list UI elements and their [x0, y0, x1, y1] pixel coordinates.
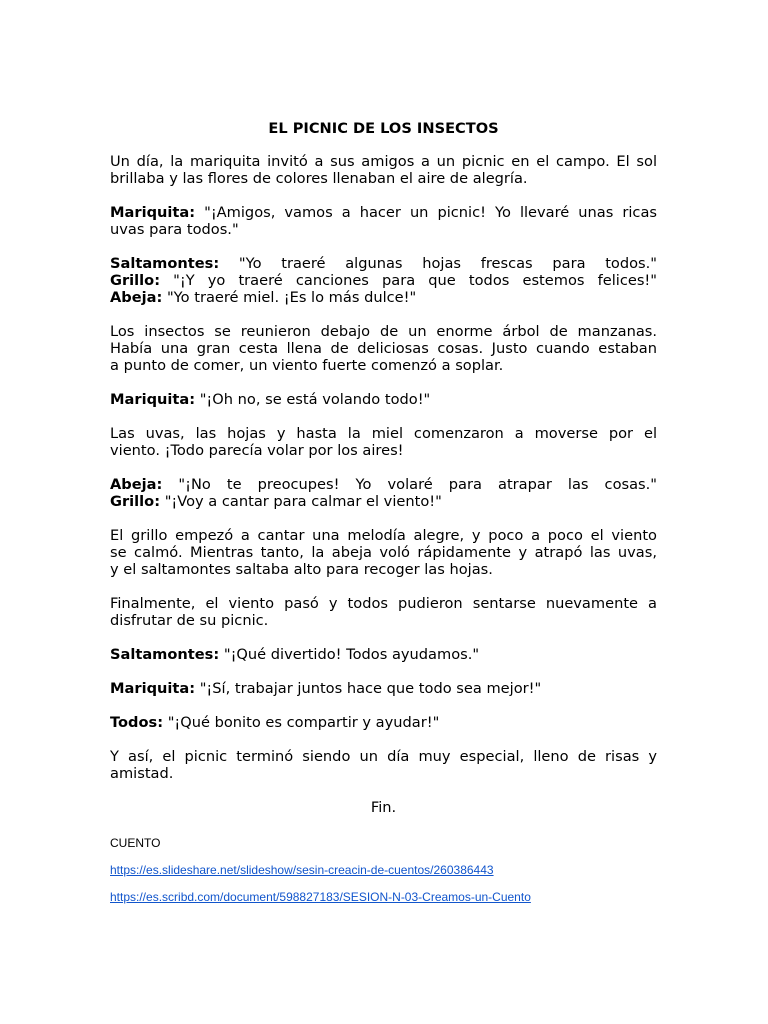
text-line: Los insectos se reunieron debajo de un enorme árbol de manzanas. — [110, 323, 657, 340]
fin-text: Fin. — [370, 799, 397, 816]
text-line: El grillo empezó a cantar una melodía alegre, y poco a poco el viento — [110, 527, 657, 544]
speaker-name: Abeja: — [110, 289, 163, 306]
dialogue-text: "¡Qué bonito es compartir y ayudar!" — [167, 714, 440, 731]
dialogue-group-2 — [110, 476, 657, 510]
text-line — [110, 680, 657, 697]
speaker-name: Mariquita: — [110, 680, 196, 697]
text-line — [110, 289, 657, 306]
slideshare-link[interactable]: https://es.slideshare.net/slideshow/sesin-creacin-de-cuentos/260386443 — [110, 863, 494, 877]
text-line: a punto de comer, un viento fuerte comenzó a soplar. — [110, 357, 504, 374]
speaker-name: Grillo: — [110, 272, 161, 289]
speaker-name: Saltamontes: — [110, 255, 220, 272]
dialogue-mariquita-1 — [110, 204, 657, 238]
text-line: se calmó. Mientras tanto, la abeja voló rápidamente y atrapó las uvas, — [110, 544, 657, 561]
dialogue-mariquita-3 — [110, 680, 657, 697]
text-line: disfrutar de su picnic. — [110, 612, 269, 629]
paragraph-finally — [110, 595, 657, 629]
text-line: brillaba y las flores de colores llenaban el aire de alegría. — [110, 170, 528, 187]
paragraph-intro — [110, 153, 657, 187]
text-line: Las uvas, las hojas y hasta la miel comenzaron a moverse por el — [110, 425, 657, 442]
speaker-name: Todos: — [110, 714, 164, 731]
paragraph-cricket — [110, 527, 657, 578]
footer-link-row — [110, 889, 657, 905]
text-line: y el saltamontes saltaba alto para recoger las hojas. — [110, 561, 493, 578]
dialogue-text: "¡Y yo traeré canciones para que todos estemos felices!" — [173, 272, 657, 289]
dialogue-text: "¡Qué divertido! Todos ayudamos." — [223, 646, 480, 663]
text-line: uvas para todos." — [110, 221, 239, 238]
paragraph-gathering — [110, 323, 657, 374]
text-line: viento. ¡Todo parecía volar por los aires! — [110, 442, 404, 459]
text-line — [110, 646, 657, 663]
dialogue-todos — [110, 714, 657, 731]
paragraph-ending — [110, 748, 657, 782]
dialogue-mariquita-2 — [110, 391, 657, 408]
text-line: Un día, la mariquita invitó a sus amigos a un picnic en el campo. El sol — [110, 153, 657, 170]
document-page — [110, 118, 657, 916]
paragraph-wind — [110, 425, 657, 459]
text-line: Y así, el picnic terminó siendo un día muy especial, lleno de risas y — [110, 748, 657, 765]
speaker-name: Abeja: — [110, 476, 163, 493]
dialogue-text: "¡Amigos, vamos a hacer un picnic! Yo llevaré unas ricas — [204, 204, 657, 221]
speaker-name: Grillo: — [110, 493, 161, 510]
text-line: Había una gran cesta llena de deliciosas cosas. Justo cuando estaban — [110, 340, 657, 357]
dialogue-text: "¡Voy a cantar para calmar el viento!" — [164, 493, 442, 510]
footer-link-row — [110, 862, 657, 878]
text-line — [110, 476, 657, 493]
text-line: Finalmente, el viento pasó y todos pudieron sentarse nuevamente a — [110, 595, 657, 612]
text-line — [110, 204, 657, 221]
footer-label: CUENTO — [110, 836, 161, 850]
text-line — [110, 255, 657, 272]
speaker-name: Mariquita: — [110, 391, 196, 408]
text-line — [110, 391, 657, 408]
dialogue-text: "Yo traeré miel. ¡Es lo más dulce!" — [166, 289, 417, 306]
dialogue-text: "¡No te preocupes! Yo volaré para atrapar las cosas." — [178, 476, 658, 493]
dialogue-saltamontes — [110, 646, 657, 663]
story-title: EL PICNIC DE LOS INSECTOS — [268, 120, 499, 137]
speaker-name: Saltamontes: — [110, 646, 220, 663]
text-line — [110, 714, 657, 731]
dialogue-text: "Yo traeré algunas hojas frescas para todos." — [238, 255, 657, 272]
dialogue-group-1 — [110, 255, 657, 306]
text-line — [110, 493, 657, 510]
dialogue-text: "¡Sí, trabajar juntos hace que todo sea mejor!" — [199, 680, 542, 697]
text-line — [110, 272, 657, 289]
speaker-name: Mariquita: — [110, 204, 196, 221]
dialogue-text: "¡Oh no, se está volando todo!" — [199, 391, 431, 408]
text-line: amistad. — [110, 765, 174, 782]
scribd-link[interactable]: https://es.scribd.com/document/598827183/SESION-N-03-Creamos-un-Cuento — [110, 890, 531, 904]
